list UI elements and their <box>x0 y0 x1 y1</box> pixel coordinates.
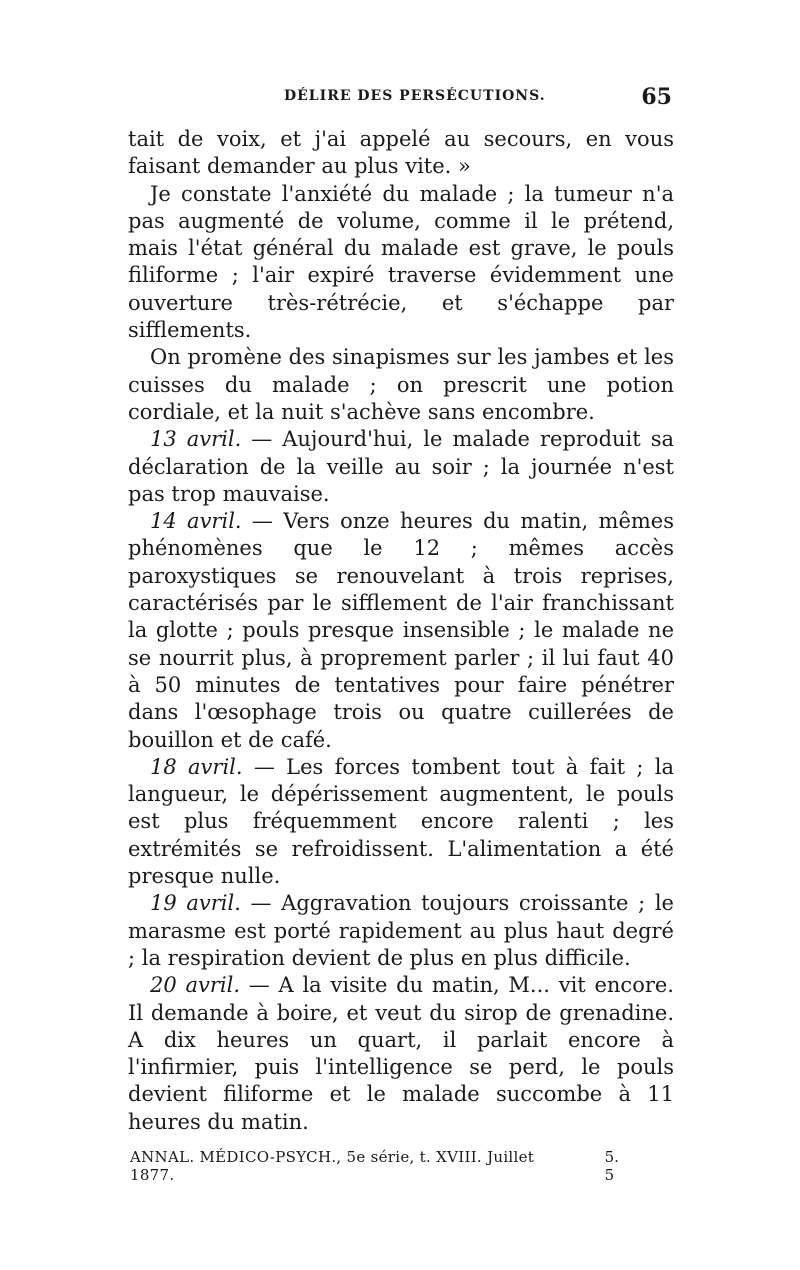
volume-mark: 5. <box>604 1148 619 1166</box>
journal-signature-line: ANNAL. MÉDICO-PSYCH., 5e série, t. XVIII. Juillet 1877. <box>130 1148 535 1184</box>
page-number: 65 <box>641 84 672 110</box>
entry-18-april <box>128 754 674 890</box>
paragraph-text: tait de voix, et j'ai appelé au secours, en vous faisant demander au plus vite. » <box>128 127 674 179</box>
entry-date: 14 avril. <box>150 509 242 534</box>
entry-date: 18 avril. <box>150 754 243 779</box>
paragraph-continuation <box>128 126 674 181</box>
entry-date: 20 avril. <box>150 973 241 998</box>
running-title: DÉLIRE DES PERSÉCUTIONS. <box>284 88 546 104</box>
signature-marks <box>563 1148 670 1184</box>
page-footer <box>130 1148 670 1184</box>
paragraph-text: On promène des sinapismes sur les jambes et les cuisses du malade ; on prescrit une potion cordiale, et la nuit s'achève sans encombre. <box>128 345 674 424</box>
entry-19-april <box>128 890 674 972</box>
entry-date: 13 avril. <box>150 427 242 452</box>
paragraph-text: Je constate l'anxiété du malade ; la tumeur n'a pas augmenté de volume, comme il le prétend, mais l'état général du malade est grave, le pouls filiforme ; l'air expiré traverse évidemment une ouverture très-rétrécie, et s'échappe par sifflements. <box>128 181 674 343</box>
paragraph-treatment <box>128 344 674 426</box>
entry-14-april <box>128 508 674 754</box>
paragraph-examination <box>128 181 674 345</box>
body-text <box>128 126 674 1136</box>
book-page <box>128 84 678 1268</box>
signature-mark: 5 <box>604 1166 615 1184</box>
entry-13-april <box>128 426 674 508</box>
running-head <box>128 84 678 124</box>
entry-text: — Vers onze heures du matin, mêmes phénomènes que le 12 ; mêmes accès paroxystiques se renouvelant à trois reprises, caractérisés par le sifflement de l'air franchissant la glotte ; pouls presque insensible ; le malade ne se nourrit plus, à proprement parler ; il lui faut 40 à 50 minutes de tentatives pour faire pénétrer dans l'œsophage trois ou quatre cuillerées de bouillon et de café. <box>128 509 674 752</box>
entry-text: — Aujourd'hui, le malade reproduit sa déclaration de la veille au soir ; la journée n'est pas trop mauvaise. <box>128 427 674 506</box>
entry-text: — Aggravation toujours croissante ; le marasme est porté rapidement au plus haut degré ; la respiration devient de plus en plus difficile. <box>128 891 674 970</box>
entry-20-april <box>128 972 674 1136</box>
entry-text: — A la visite du matin, M... vit encore. Il demande à boire, et veut du sirop de grenadine. A dix heures un quart, il parlait encore à l'infirmier, puis l'intelligence se perd, le pouls devient filiforme et le malade succombe à 11 heures du matin. <box>128 973 674 1134</box>
entry-date: 19 avril. <box>150 891 241 916</box>
entry-text: — Les forces tombent tout à fait ; la langueur, le dépérissement augmentent, le pouls est plus fréquemment encore ralenti ; les extrémités se refroidissent. L'alimentation a été presque nulle. <box>128 754 674 889</box>
